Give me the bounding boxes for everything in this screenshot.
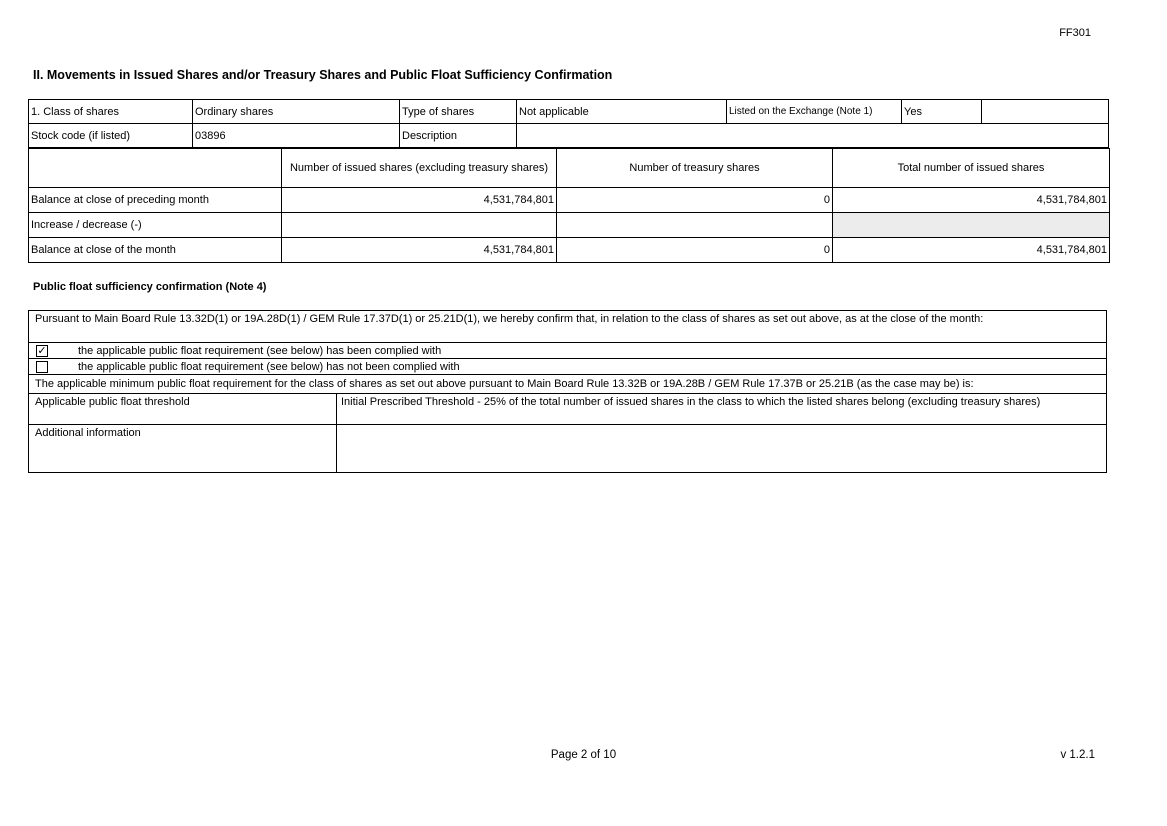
total-value: [833, 213, 1110, 238]
description-label: Description: [400, 124, 517, 148]
public-float-title: Public float sufficiency confirmation (Note 4): [33, 281, 267, 293]
movements-table: [28, 148, 1110, 263]
total-value: 4,531,784,801: [833, 188, 1110, 213]
class-of-shares-label: 1. Class of shares: [29, 100, 193, 124]
additional-info-row: [29, 425, 1106, 472]
option-not-complied: [29, 359, 1106, 375]
checkbox-complied[interactable]: ✓: [37, 344, 47, 357]
treasury-value: 0: [557, 238, 833, 263]
option-complied-label: the applicable public float requirement (see below) has been complied with: [78, 344, 442, 357]
header-treasury-shares: Number of treasury shares: [557, 149, 833, 188]
option-complied: [29, 343, 1106, 359]
header-issued-shares: Number of issued shares (excluding treasury shares): [282, 149, 557, 188]
class-of-shares-value: Ordinary shares: [193, 100, 400, 124]
description-value: [517, 124, 1109, 148]
additional-info-label: Additional information: [29, 425, 337, 472]
threshold-value: Initial Prescribed Threshold - 25% of the total number of issued shares in the class to which the listed shares belong (excluding treasury shares): [341, 396, 1041, 408]
treasury-value: 0: [557, 188, 833, 213]
row-label: Increase / decrease (-): [29, 213, 282, 238]
section-title: II. Movements in Issued Shares and/or Treasury Shares and Public Float Sufficiency Confirmation: [33, 68, 613, 82]
issued-value: [282, 213, 557, 238]
requirement-text: The applicable minimum public float requirement for the class of shares as set out above pursuant to Main Board Rule 13.32B or 19A.28B / GEM Rule 17.37B or 25.21B (as the case may be) is:: [29, 375, 1106, 394]
additional-info-value: [337, 425, 1106, 472]
issued-value: 4,531,784,801: [282, 188, 557, 213]
table-row: [29, 188, 1110, 213]
type-of-shares-value: Not applicable: [517, 100, 727, 124]
listed-extra-cell: [982, 100, 1109, 124]
threshold-label: Applicable public float threshold: [29, 394, 337, 424]
version-label: v 1.2.1: [1060, 749, 1095, 761]
row-label: Balance at close of preceding month: [29, 188, 282, 213]
option-not-complied-label: the applicable public float requirement (see below) has not been complied with: [78, 360, 460, 373]
page-number: Page 2 of 10: [550, 749, 617, 761]
total-value: 4,531,784,801: [833, 238, 1110, 263]
row-label: Balance at close of the month: [29, 238, 282, 263]
form-code: FF301: [1059, 27, 1091, 39]
movements-header-blank: [29, 149, 282, 188]
stock-code-value: 03896: [193, 124, 400, 148]
public-float-intro: Pursuant to Main Board Rule 13.32D(1) or 19A.28D(1) / GEM Rule 17.37D(1) or 25.21D(1), we hereby confirm that, in relation to the class of shares as set out above, as at the close of the month:: [29, 311, 1106, 343]
table-row: [29, 238, 1110, 263]
table-row: [29, 213, 1110, 238]
listed-on-exchange-value: Yes: [902, 100, 982, 124]
header-total-issued: Total number of issued shares: [833, 149, 1110, 188]
treasury-value: [557, 213, 833, 238]
listed-on-exchange-label: Listed on the Exchange (Note 1): [727, 100, 902, 124]
class-info-table: [28, 99, 1109, 148]
issued-value: 4,531,784,801: [282, 238, 557, 263]
stock-code-label: Stock code (if listed): [29, 124, 193, 148]
type-of-shares-label: Type of shares: [400, 100, 517, 124]
public-float-box: [28, 310, 1107, 473]
threshold-row: [29, 394, 1106, 425]
checkbox-not-complied[interactable]: [36, 361, 48, 373]
